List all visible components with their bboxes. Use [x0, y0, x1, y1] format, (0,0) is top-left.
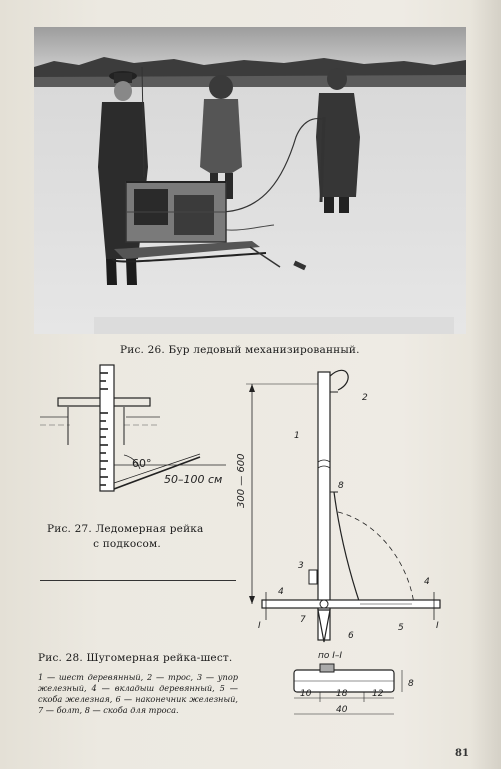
dim-c: 12 [372, 689, 384, 699]
marker-i-right: I [436, 621, 439, 631]
photo-ice-drill [34, 27, 466, 334]
dim-a: 10 [300, 689, 312, 699]
figure-27-caption-line1: Рис. 27. Ледомерная рейка [47, 523, 204, 535]
label-4: 4 [424, 577, 430, 587]
cable [330, 370, 348, 390]
label-7: 7 [300, 615, 306, 625]
marker-i-left: I [258, 621, 261, 631]
angle-label: 60° [132, 457, 152, 470]
page-number: 81 [455, 748, 469, 759]
height-dimension: 300 — 600 [236, 453, 247, 508]
iron-stop [309, 570, 317, 584]
dim-b: 18 [336, 689, 348, 699]
figure-27-diagram [40, 365, 240, 515]
label-6: 6 [348, 631, 354, 641]
figure-28-diagram [238, 352, 468, 762]
label-5: 5 [398, 623, 404, 633]
page-edge-shadow [470, 0, 501, 769]
measuring-rod [100, 365, 114, 491]
label-3: 3 [298, 561, 304, 571]
photo-illustration [34, 27, 466, 334]
dim-height: 8 [408, 679, 414, 689]
iron-bracket [262, 600, 440, 608]
distance-label: 50–100 см [164, 473, 223, 486]
label-8: 8 [338, 481, 344, 491]
label-1: 1 [294, 431, 300, 441]
figure-28-caption: Рис. 28. Шугомерная рейка-шест. [38, 652, 233, 664]
label-2: 2 [362, 393, 368, 403]
dim-total: 40 [336, 705, 348, 715]
small-dimension-4: 4 [278, 587, 284, 597]
figure-26-caption: Рис. 26. Бур ледовый механизированный. [120, 344, 360, 356]
section-label: по I–I [318, 651, 343, 661]
figure-27-caption-line2: с подкосом. [93, 538, 161, 550]
figure-28-legend: 1 — шест деревянный, 2 — трос, 3 — упор железный, 4 — вкладыш деревянный, 5 — скоба железная, 6 — наконечник железный, 7 — болт, 8 — скоба для троса. [38, 672, 238, 715]
figure-27-caption [47, 522, 207, 552]
separator-rule [40, 580, 236, 581]
